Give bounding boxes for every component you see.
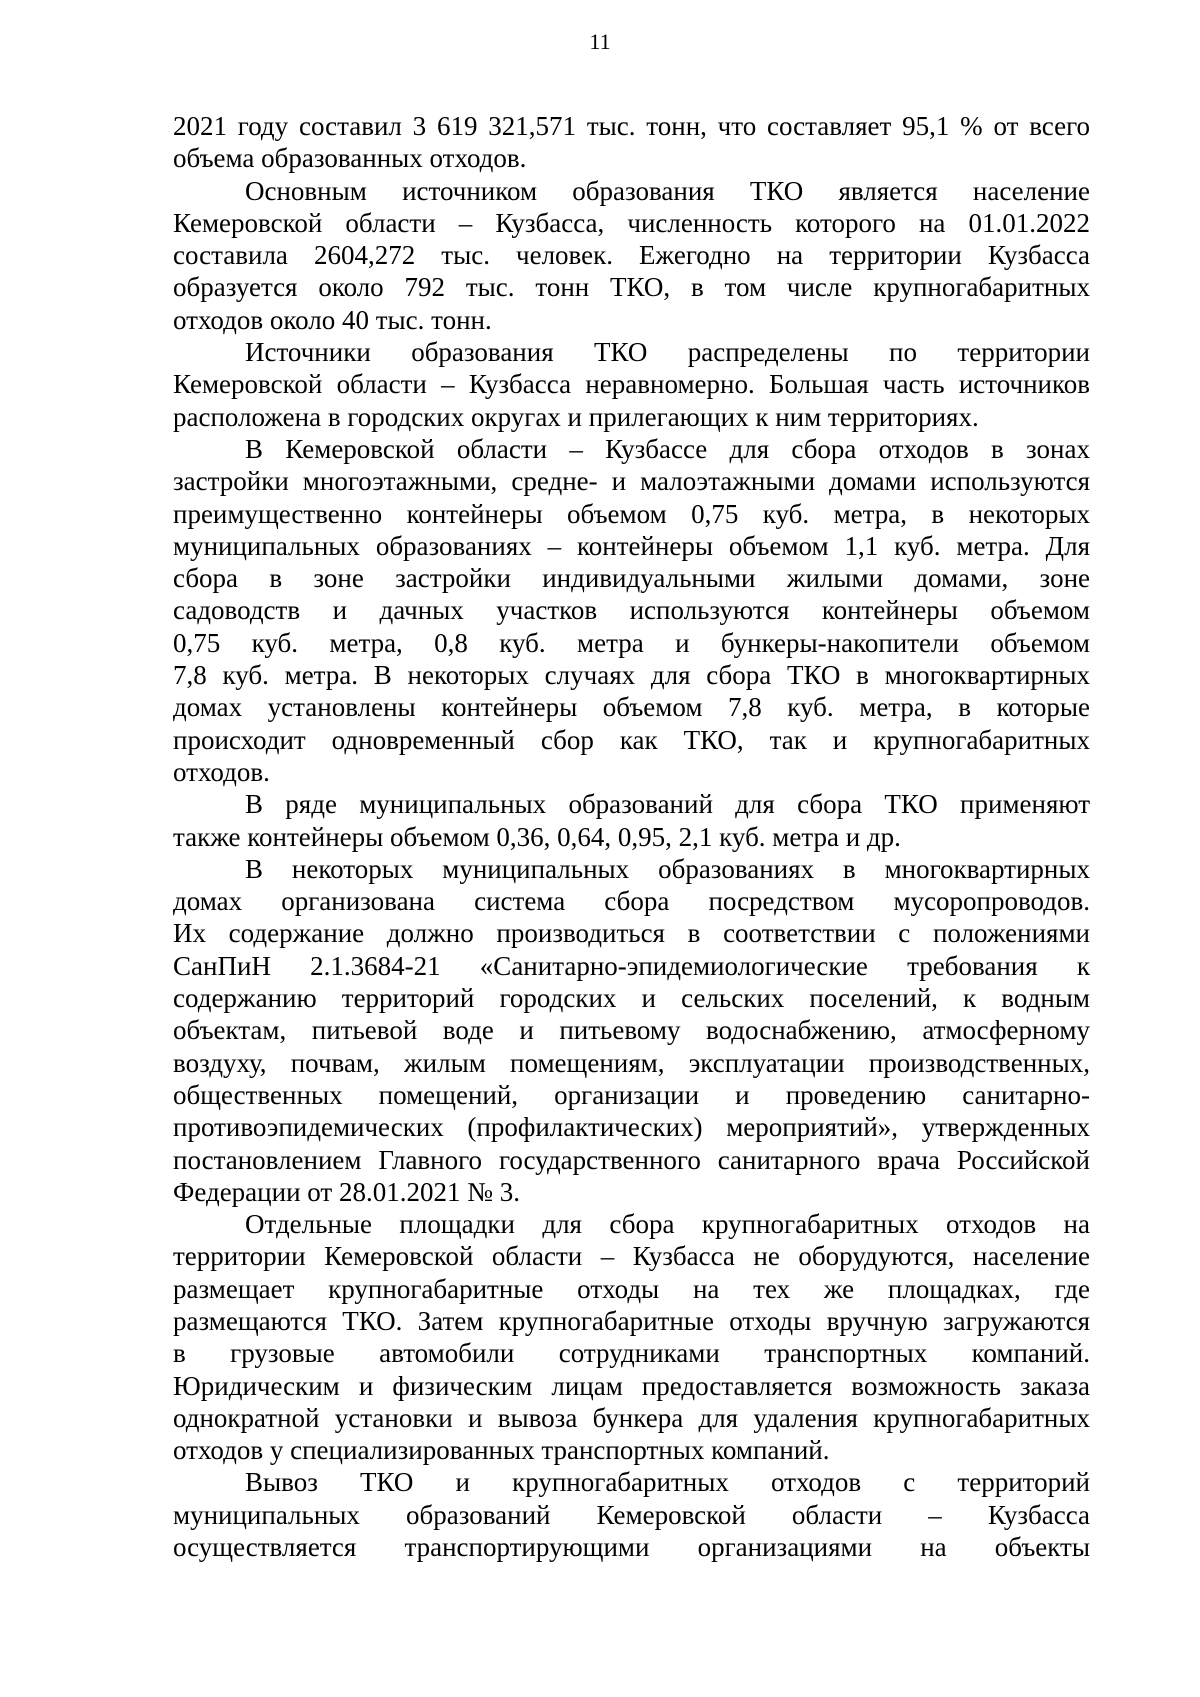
- text-line: преимущественно контейнеры объемом 0,75 куб. метра, в некоторых: [173, 498, 1090, 529]
- text-line: в грузовые автомобили сотрудниками транспортных компаний.: [173, 1338, 1090, 1369]
- text-line: Вывоз ТКО и крупногабаритных отходов с территорий: [245, 1467, 1090, 1498]
- text-line: Федерации от 28.01.2021 № 3.: [173, 1176, 520, 1207]
- text-line: В ряде муниципальных образований для сбора ТКО применяют: [245, 789, 1090, 820]
- text-line: содержанию территорий городских и сельских поселений, к водным: [173, 983, 1090, 1014]
- text-line: составила 2604,272 тыс. человек. Ежегодно на территории Кузбасса: [173, 240, 1090, 271]
- text-line: отходов около 40 тыс. тонн.: [173, 304, 492, 335]
- text-line: Основным источником образования ТКО является население: [245, 175, 1090, 206]
- text-line: образуется около 792 тыс. тонн ТКО, в том числе крупногабаритных: [173, 272, 1090, 303]
- text-line: муниципальных образованиях – контейнеры объемом 1,1 куб. метра. Для: [173, 530, 1090, 561]
- text-line: противоэпидемических (профилактических) мероприятий», утвержденных: [173, 1112, 1090, 1143]
- paragraph: [173, 1466, 1090, 1563]
- text-line: происходит одновременный сбор как ТКО, так и крупногабаритных: [173, 724, 1090, 755]
- text-line: объема образованных отходов.: [173, 143, 527, 174]
- text-line: В некоторых муниципальных образованиях в многоквартирных: [245, 853, 1090, 884]
- paragraph: [173, 175, 1090, 336]
- text-line: постановлением Главного государственного санитарного врача Российской: [173, 1144, 1090, 1175]
- text-line: СанПиН 2.1.3684-21 «Санитарно-эпидемиологические требования к: [173, 950, 1090, 981]
- text-line: Кемеровской области – Кузбасса неравномерно. Большая часть источников: [173, 369, 1090, 400]
- text-line: застройки многоэтажными, средне- и малоэтажными домами используются: [173, 466, 1090, 497]
- text-line: Источники образования ТКО распределены по территории: [245, 337, 1090, 368]
- text-line: Кемеровской области – Кузбасса, численность которого на 01.01.2022: [173, 207, 1090, 238]
- paragraph: [173, 853, 1090, 1208]
- text-line: отходов.: [173, 756, 270, 787]
- text-line: сбора в зоне застройки индивидуальными жилыми домами, зоне: [173, 563, 1090, 594]
- text-line: однократной установки и вывоза бункера для удаления крупногабаритных: [173, 1402, 1090, 1433]
- paragraph: [173, 336, 1090, 433]
- text-line: объектам, питьевой воде и питьевому водоснабжению, атмосферному: [173, 1015, 1090, 1046]
- text-line: домах организована система сбора посредством мусоропроводов.: [173, 886, 1090, 917]
- text-line: садоводств и дачных участков используются контейнеры объемом: [173, 595, 1090, 626]
- text-line: территории Кемеровской области – Кузбасса не оборудуются, население: [173, 1241, 1090, 1272]
- text-line: общественных помещений, организации и проведению санитарно-: [173, 1079, 1090, 1110]
- text-line: домах установлены контейнеры объемом 7,8 куб. метра, в которые: [173, 692, 1090, 723]
- text-line: осуществляется транспортирующими организациями на объекты: [173, 1532, 1090, 1563]
- text-line: воздуху, почвам, жилым помещениям, эксплуатации производственных,: [173, 1047, 1090, 1078]
- text-line: 2021 году составил 3 619 321,571 тыс. тонн, что составляет 95,1 % от всего: [173, 111, 1090, 141]
- text-line: В Кемеровской области – Кузбассе для сбора отходов в зонах: [245, 433, 1090, 464]
- paragraph: [173, 110, 1090, 175]
- text-line: Отдельные площадки для сбора крупногабаритных отходов на: [245, 1209, 1090, 1240]
- text-line: также контейнеры объемом 0,36, 0,64, 0,95, 2,1 куб. метра и др.: [173, 821, 901, 852]
- paragraph: [173, 788, 1090, 853]
- text-line: муниципальных образований Кемеровской области – Кузбасса: [173, 1499, 1090, 1530]
- document-body: [173, 110, 1090, 1563]
- text-line: расположена в городских округах и прилегающих к ним территориях.: [173, 401, 979, 432]
- text-line: отходов у специализированных транспортных компаний.: [173, 1435, 830, 1466]
- text-line: размещает крупногабаритные отходы на тех же площадках, где: [173, 1273, 1090, 1304]
- text-line: Юридическим и физическим лицам предоставляется возможность заказа: [173, 1370, 1090, 1401]
- text-line: 7,8 куб. метра. В некоторых случаях для сбора ТКО в многоквартирных: [173, 660, 1090, 691]
- paragraph: [173, 1208, 1090, 1466]
- text-line: 0,75 куб. метра, 0,8 куб. метра и бункеры-накопители объемом: [173, 627, 1090, 658]
- text-line: Их содержание должно производиться в соответствии с положениями: [173, 918, 1090, 949]
- page-number: 11: [589, 29, 611, 54]
- paragraph: [173, 433, 1090, 788]
- text-line: размещаются ТКО. Затем крупногабаритные отходы вручную загружаются: [173, 1305, 1090, 1336]
